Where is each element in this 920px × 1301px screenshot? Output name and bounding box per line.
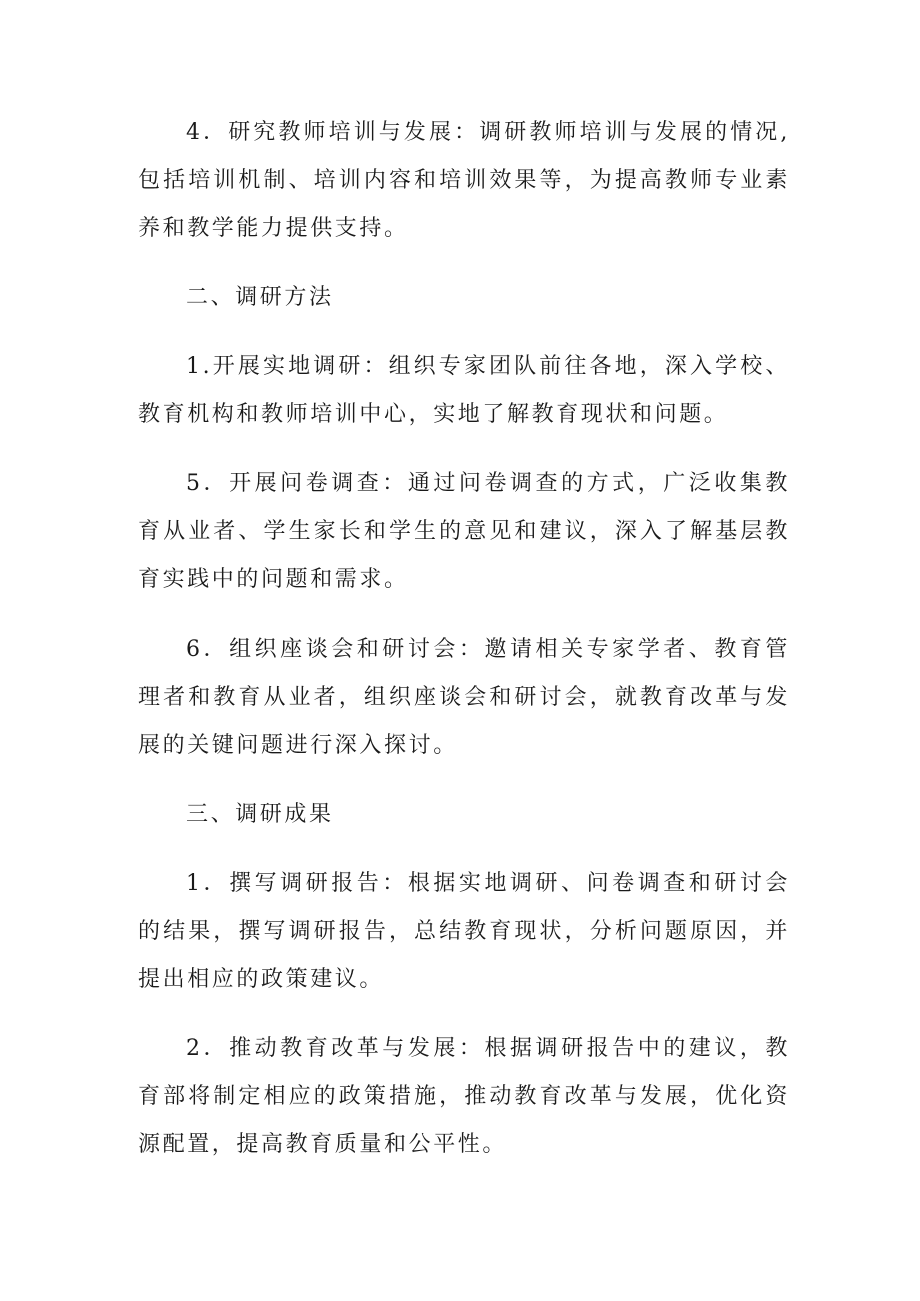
paragraph-questionnaire: 5．开展问卷调查：通过问卷调查的方式，广泛收集教育从业者、学生家长和学生的意见和建议，深入了解基层教育实践中的问题和需求。 [138, 471, 790, 592]
paragraph-seminars: 6．组织座谈会和研讨会：邀请相关专家学者、教育管理者和教育从业者，组织座谈会和研讨会，就教育改革与发展的关键问题进行深入探讨。 [138, 637, 790, 758]
section-heading-methods: 二、调研方法 [186, 285, 334, 310]
paragraph-field-research: 1.开展实地调研：组织专家团队前往各地，深入学校、教育机构和教师培训中心，实地了解教育现状和问题。 [138, 354, 790, 427]
paragraph-teacher-training: 4．研究教师培训与发展：调研教师培训与发展的情况,包括培训机制、培训内容和培训效果等，为提高教师专业素养和教学能力提供支持。 [138, 120, 790, 241]
paragraph-reform-promotion: 2．推动教育改革与发展：根据调研报告中的建议，教育部将制定相应的政策措施，推动教育改革与发展，优化资源配置，提高教育质量和公平性。 [138, 1036, 790, 1157]
paragraph-research-report: 1．撰写调研报告：根据实地调研、问卷调查和研讨会的结果，撰写调研报告，总结教育现状，分析问题原因，并提出相应的政策建议。 [138, 871, 790, 992]
section-heading-results: 三、调研成果 [186, 802, 334, 827]
